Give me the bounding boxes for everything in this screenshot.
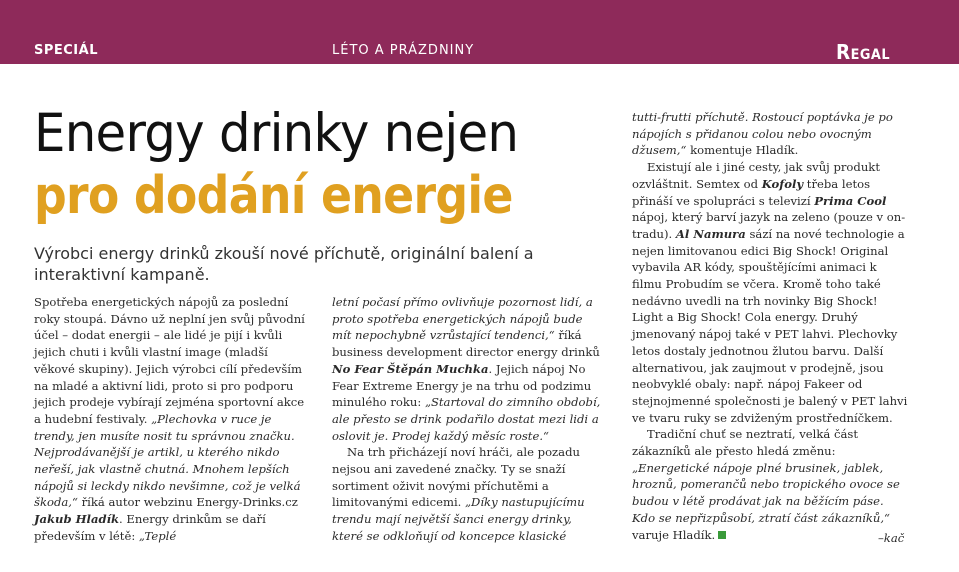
body-text: říká business development director energy drinků [332, 328, 600, 360]
text-column-2 [332, 294, 604, 545]
article-subtitle: Výrobci energy drinků zkouší nové příchutě, originální balení a interaktivní kampaně. [34, 244, 534, 284]
person-name: Jakub Hladík [34, 512, 120, 527]
brand-name: Kofoly [761, 176, 804, 191]
body-text: . Jejich nápoj No Fear Extreme Energy je na trhu od podzimu minulého roku: [332, 361, 592, 410]
body-text: Spotřeba energetických nápojů za poslední roky stoupá. Dávno už neplní jen svůj původní účel – dodat energii – ale lidé je pijí i kvůli jejich chuti i kvůli vlastní image (mladší věkové skupiny). Jejich výrobci cílí především na mladé a aktivní lidi, proto si pro podporu jejich prodeje vybírají zejména sportovní akce a hudební festivaly. [34, 295, 305, 426]
end-of-article-mark-icon [718, 531, 726, 539]
headline-line-1: Energy drinky nejen [34, 103, 519, 164]
quote-text: „Teplé [138, 528, 177, 543]
text-column-3 [632, 109, 910, 543]
quote-text: „Energetické nápoje plné brusinek, jablek, hroznů, pomerančů nebo tropického ovoce se budou v létě prodávat jak na běžícím páse. Kdo se nepřizpůsobí, ztratí část zákazníků,“ [632, 460, 900, 525]
person-name: No Fear Štěpán Muchka [332, 361, 489, 376]
text-column-1 [34, 294, 306, 545]
quote-text: „Plechovka v ruce je trendy, jen musíte nosit tu správnou značku. Nejprodávanější je artikl, u kterého nikdo neřeší, jak vlastně chutná. Mnohem lepších nápojů si leckdy nikdo nevšimne, což je velká škoda,“ [34, 411, 301, 510]
body-text: říká autor webzinu Energy-Drinks.cz [77, 495, 298, 510]
body-text: komentuje Hladík. [686, 143, 799, 158]
paragraph [632, 109, 910, 159]
section-label: SPECIÁL [34, 43, 98, 58]
body-text: varuje Hladík. [632, 527, 716, 542]
quote-text: letní počasí přímo ovlivňuje pozornost lidí, a proto spotřeba energetických nápojů bude mít nepochybně vzrůstající tendenci,“ [332, 295, 593, 343]
quote-text: tutti-frutti příchutě. Rostoucí poptávka je po nápojích s přidanou colou nebo ovocným džusem,“ [632, 110, 893, 158]
body-text: Na trh přicházejí noví hráči, ale pozadu nejsou ani zavedené značky. Ty se snaží sortiment oživit novými příchutěmi a limitovanými edicemi. [332, 445, 580, 510]
paragraph [332, 294, 604, 444]
header-bar [0, 0, 959, 64]
paragraph [332, 444, 604, 544]
body-text: Tradiční chuť se neztratí, velká část zákazníků ale přesto hledá změnu: [632, 427, 858, 459]
body-text: třeba letos přináší ve spolupráci s televizí [632, 176, 871, 208]
quote-text: „Díky nastupujícímu trendu mají největší šanci energy drinky, které se odkloňují od koncepce klasické [332, 495, 585, 543]
body-text: sází na nové technologie a nejen limitovanou edici Big Shock! Original vybavila AR kódy, spouštějícími animaci k filmu Probudím se včera. Kromě toho také nedávno uvedli na trh novinky Big Shock! Light a Big Shock! Cola energy. Druhý jmenovaný nápoj také v PET lahvi. Plechovky letos dostaly jednotnou žlutou barvu. Další alternativou, jak zaujmout v prodejně, jsou neobvyklé obaly: např. nápoj Fakeer od stejnojmenné společnosti je balený v PET lahvi ve tvaru ruky se zdviženým prostředníčkem. [632, 226, 908, 425]
brand-name: Prima Cool [814, 193, 887, 208]
author-signature: –kač [878, 531, 905, 545]
magazine-logo: Regal [836, 40, 891, 64]
paragraph [632, 159, 910, 426]
headline-line-2: pro dodání energie [34, 166, 513, 226]
body-text: . Energy drinkům se daří především v létě: [34, 512, 266, 543]
topic-label: LÉTO A PRÁZDNINY [332, 43, 475, 58]
brand-name: Al Namura [675, 226, 746, 241]
body-text: Existují ale i jiné cesty, jak svůj produkt ozvláštnit. Semtex od [632, 160, 880, 191]
quote-text: „Startoval do zimního období, ale přesto se drink podařilo dostat mezi lidi a oslovit je. Prodej každý měsíc roste.“ [332, 395, 601, 443]
paragraph [632, 426, 910, 543]
body-text: nápoj, který barví jazyk na zeleno (pouze v on-tradu). [632, 210, 906, 241]
paragraph [34, 294, 306, 545]
